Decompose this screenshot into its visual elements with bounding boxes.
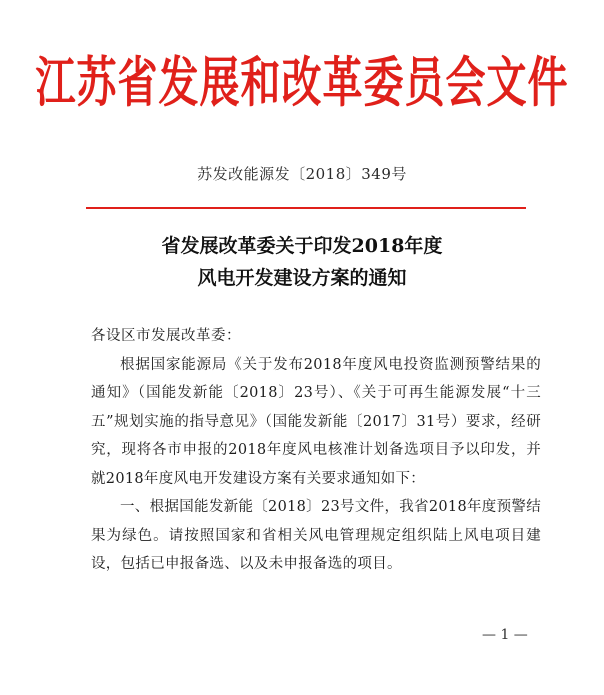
notice-title xyxy=(0,230,604,294)
red-divider-line xyxy=(86,207,526,209)
page-number: — 1 — xyxy=(482,627,528,643)
paragraph-1: 根据国家能源局《关于发布2018年度风电投资监测预警结果的通知》（国能发新能〔2018〕23号）、《关于可再生能源发展“十三五”规划实施的指导意见》（国能发新能〔2017〕31号）要求，经研究，现将各市申报的2018年度风电核准计划备选项目予以印发，并就2018年度风电开发建设方案有关要求通知如下： xyxy=(91,356,541,487)
notice-title-line-1: 省发展改革委关于印发2018年度 xyxy=(161,235,443,257)
document-body xyxy=(91,322,541,579)
issuer-title: 江苏省发展和改革委员会文件 xyxy=(35,50,569,115)
notice-title-line-2: 风电开发建设方案的通知 xyxy=(197,267,407,289)
paragraph-2: 一、根据国能发新能〔2018〕23号文件，我省2018年度预警结果为绿色。请按照国家和省相关风电管理规定组织陆上风电项目建设，包括已申报备选、以及未申报备选的项目。 xyxy=(91,499,541,572)
salutation: 各设区市发展改革委： xyxy=(91,328,241,344)
document-number: 苏发改能源发〔2018〕349号 xyxy=(197,165,407,183)
